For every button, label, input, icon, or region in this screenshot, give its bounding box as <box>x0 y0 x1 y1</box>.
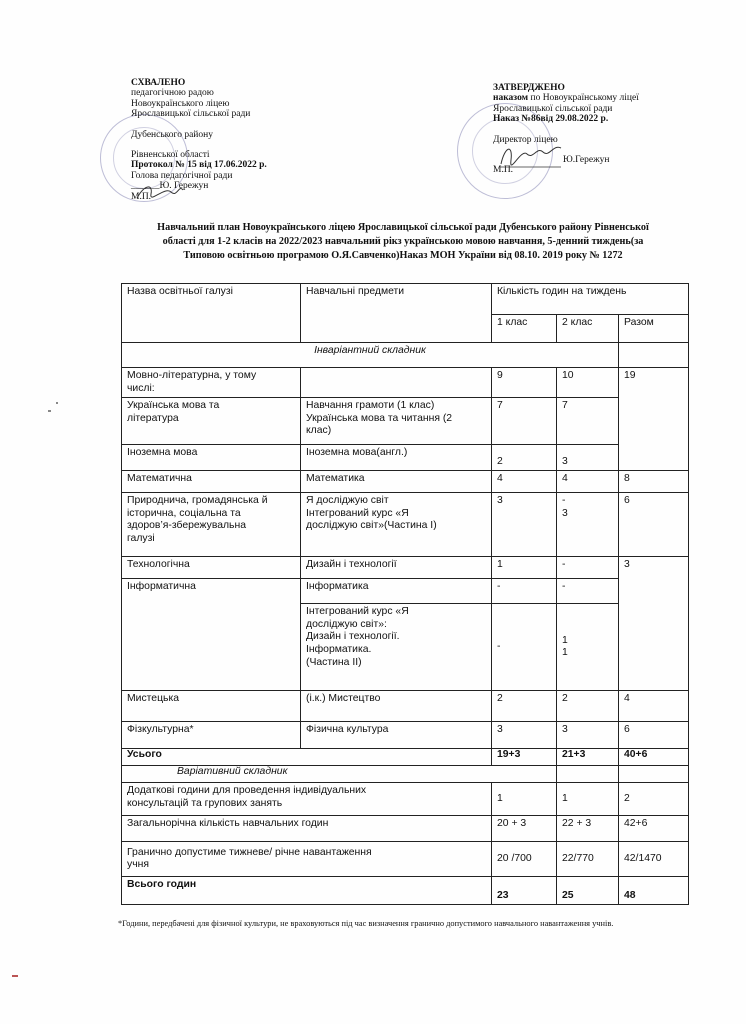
grade2-cell: - 3 <box>557 493 619 557</box>
approved-region: Рівненської області <box>131 150 210 161</box>
signature-right <box>497 140 563 172</box>
all-hours-row <box>122 877 689 905</box>
grade1-cell: 20 + 3 <box>492 816 557 842</box>
grade2-cell: 3 <box>557 722 619 749</box>
table-row <box>122 579 689 604</box>
subject-cell: Математика <box>301 471 492 493</box>
invariant-label: Інваріантний складник <box>122 343 619 368</box>
total-cell: 3 <box>619 557 689 691</box>
grade1-cell: 20 /700 <box>492 842 557 877</box>
grade1-cell: 2 <box>492 445 557 471</box>
section-row <box>122 766 689 783</box>
header-grade1: 1 клас <box>492 315 557 343</box>
table-row <box>122 471 689 493</box>
curriculum-table <box>121 283 689 905</box>
director-title: Директор ліцею <box>493 134 558 145</box>
subject-cell: Навчання грамоти (1 клас) Українська мова та читання (2 клас) <box>301 398 492 445</box>
title-line: Типовою освітньою програмою О.Я.Савченко)Наказ МОН України від 08.10. 2019 року № 1272 <box>183 249 623 261</box>
grade1-cell: 23 <box>492 877 557 905</box>
subject-cell: (і.к.) Мистецтво <box>301 691 492 722</box>
grade2-cell: 1 <box>557 783 619 816</box>
total-cell: 19 <box>619 368 689 471</box>
header-area: Назва освітньої галузі <box>122 284 301 343</box>
area-cell: Інформатична <box>122 579 301 691</box>
area-cell: Природнича, громадянська й історична, соціальна та здоров’я-збережувальна галузі <box>122 493 301 557</box>
area-cell: Українська мова та література <box>122 398 301 445</box>
sum-grade2: 21+3 <box>557 749 619 766</box>
protocol-number: Протокол № 15 від 17.06.2022 р. <box>131 160 267 171</box>
total-cell: 6 <box>619 493 689 557</box>
total-cell: 42/1470 <box>619 842 689 877</box>
subject-cell: Я досліджую світ Інтегрований курс «Я досліджую світ»(Частина І) <box>301 493 492 557</box>
order-number: Наказ №86від 29.08.2022 р. <box>493 114 609 125</box>
total-cell: 6 <box>619 722 689 749</box>
table-row <box>122 445 689 471</box>
subject-cell: Фізична культура <box>301 722 492 749</box>
total-hours-label: Загальнорічна кількість навчальних годин <box>122 816 492 842</box>
area-cell: Мистецька <box>122 691 301 722</box>
area-cell: Іноземна мова <box>122 445 301 471</box>
table-header-row <box>122 284 689 315</box>
table-row <box>122 816 689 842</box>
grade1-cell: 3 <box>492 493 557 557</box>
subject-cell: Іноземна мова(англ.) <box>301 445 492 471</box>
total-cell: 4 <box>619 691 689 722</box>
sum-label: Усього <box>122 749 492 766</box>
scan-speck <box>56 402 58 404</box>
approved-line: педагогічною радою <box>131 88 214 99</box>
section-row <box>122 343 689 368</box>
grade1-cell: 3 <box>492 722 557 749</box>
order-label: наказом <box>493 93 529 104</box>
variative-label: Варіативний складник <box>122 766 557 783</box>
seal-mark: М.П. <box>131 191 152 202</box>
area-cell: Мовно-літературна, у тому числі: <box>122 368 301 398</box>
scan-speck <box>12 975 18 977</box>
approved-district: Дубенського району <box>131 129 213 140</box>
grade2-cell: 4 <box>557 471 619 493</box>
table-row <box>122 722 689 749</box>
approved-heading: СХВАЛЕНО <box>131 78 186 88</box>
table-row <box>122 398 689 445</box>
total-cell: 8 <box>619 471 689 493</box>
header-grade2: 2 клас <box>557 315 619 343</box>
grade1-cell: - <box>492 579 557 604</box>
director-name: Ю.Гережун <box>563 155 610 166</box>
sum-total: 40+6 <box>619 749 689 766</box>
header-total: Разом <box>619 315 689 343</box>
grade2-cell: 10 <box>557 368 619 398</box>
subject-cell: Дизайн і технології <box>301 557 492 579</box>
sum-row <box>122 749 689 766</box>
order-council: Ярославицької сільської ради <box>493 103 613 114</box>
all-hours-label: Всього годин <box>122 877 492 905</box>
area-cell: Фізкультурна* <box>122 722 301 749</box>
scan-speck <box>48 410 51 412</box>
grade2-cell: 2 <box>557 691 619 722</box>
grade2-cell: - <box>557 579 619 604</box>
head-name: ______Ю. Гережун <box>131 181 209 192</box>
head-title: Голова педагогічної ради <box>131 170 233 181</box>
total-cell: 42+6 <box>619 816 689 842</box>
total-cell: 2 <box>619 783 689 816</box>
seal-mark: М.П. <box>493 165 514 176</box>
max-load-label: Гранично допустиме тижневе/ річне навантаження учня <box>122 842 492 877</box>
grade2-cell: - <box>557 557 619 579</box>
grade2-cell: 3 <box>557 445 619 471</box>
header-hours: Кількість годин на тиждень <box>492 284 689 315</box>
grade1-cell: - <box>492 604 557 691</box>
table-row <box>122 842 689 877</box>
title-line: Навчальний план Новоукраїнського ліцею Ярославицької сільської ради Дубенського району Рівненської <box>157 222 649 233</box>
footnote: *Години, передбачені для фізичної культури, не враховуються під час визначення гранично допустимого навчального навантаження учнів. <box>118 919 614 928</box>
table-row <box>122 493 689 557</box>
grade1-cell: 4 <box>492 471 557 493</box>
approved-line: Новоукраїнського ліцею <box>131 98 230 109</box>
header-subjects: Навчальні предмети <box>301 284 492 343</box>
title-line: області для 1-2 класів на 2022/2023 навчальний рікз українською мовою навчання, 5-денний тиждень(за <box>162 235 644 247</box>
total-cell: 48 <box>619 877 689 905</box>
grade2-cell: 7 <box>557 398 619 445</box>
subject-cell <box>301 368 492 398</box>
table-row <box>122 783 689 816</box>
table-row <box>122 368 689 398</box>
grade1-cell: 1 <box>492 557 557 579</box>
grade1-cell: 2 <box>492 691 557 722</box>
grade2-cell: 1 1 <box>557 604 619 691</box>
area-cell: Технологічна <box>122 557 301 579</box>
grade1-cell: 7 <box>492 398 557 445</box>
extra-label: Додаткові години для проведення індивідуальних консультацій та групових занять <box>122 783 492 816</box>
area-cell: Математична <box>122 471 301 493</box>
approved-line: Ярославицької сільської ради <box>131 109 251 120</box>
sum-grade1: 19+3 <box>492 749 557 766</box>
table-row <box>122 557 689 579</box>
grade1-cell: 9 <box>492 368 557 398</box>
grade2-cell: 22 + 3 <box>557 816 619 842</box>
grade1-cell: 1 <box>492 783 557 816</box>
table-row <box>122 691 689 722</box>
grade2-cell: 22/770 <box>557 842 619 877</box>
subject-cell: Інтегрований курс «Я досліджую світ»: Дизайн і технології. Інформатика. (Частина ІІ) <box>301 604 492 691</box>
signature-left <box>135 180 185 204</box>
document-title <box>118 221 688 262</box>
confirmed-heading: ЗАТВЕРДЖЕНО <box>493 83 565 93</box>
grade2-cell: 25 <box>557 877 619 905</box>
subject-cell: Інформатика <box>301 579 492 604</box>
order-school: по Новоукраїнському ліцеї <box>528 93 639 104</box>
